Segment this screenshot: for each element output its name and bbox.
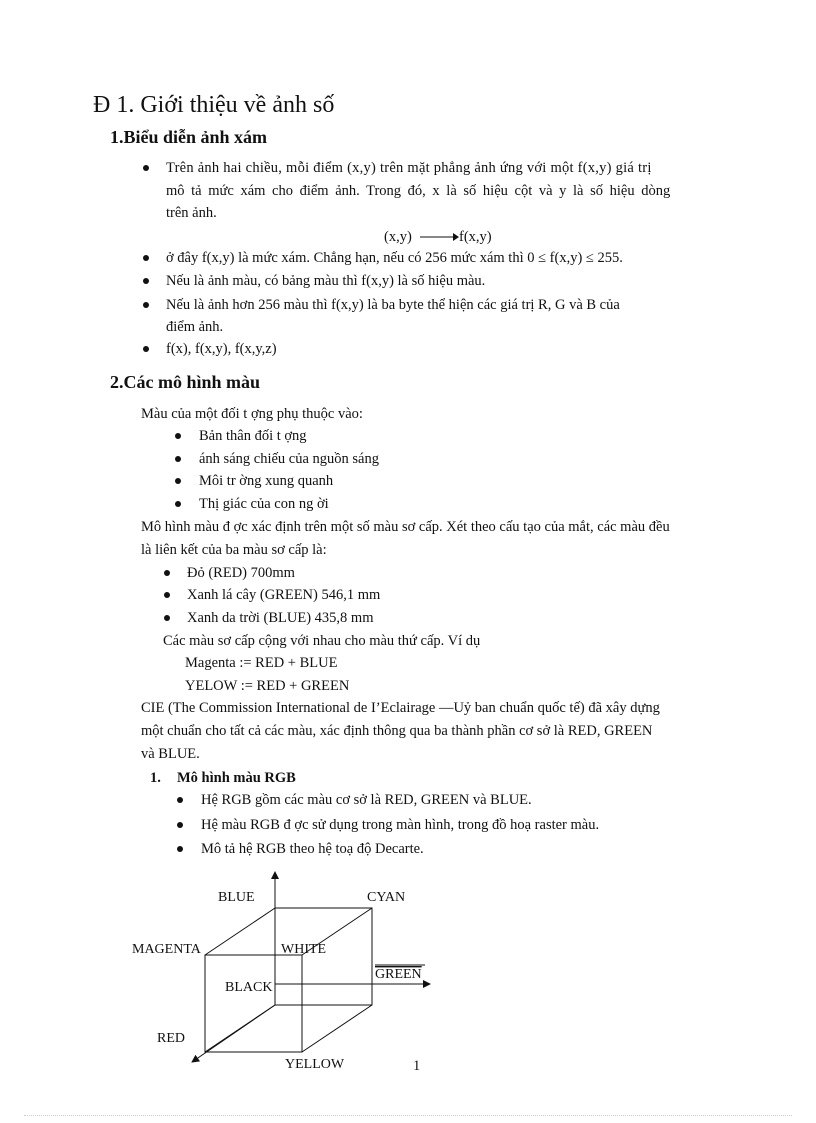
rgb-bullet: Hệ RGB gồm các màu cơ sở là RED, GREEN và BLUE. bbox=[201, 792, 532, 808]
bullet1-line3: trên ảnh. bbox=[166, 205, 217, 221]
color-model-para-line1: Mô hình màu đ ợc xác định trên một số màu sơ cấp. Xét theo cấu tạo của mắt, các màu đều bbox=[141, 519, 670, 535]
primary-color-item: Xanh lá cây (GREEN) 546,1 mm bbox=[187, 587, 381, 603]
bullet4-line1: Nếu là ảnh hơn 256 màu thì f(x,y) là ba byte thể hiện các giá trị R, G và B của bbox=[166, 297, 620, 313]
label-cyan: CYAN bbox=[367, 890, 406, 905]
label-green: GREEN bbox=[375, 967, 422, 982]
example-magenta: Magenta := RED + BLUE bbox=[185, 655, 338, 671]
factor-item: ánh sáng chiếu của nguồn sáng bbox=[199, 451, 379, 467]
bullet2-text: ở đây f(x,y) là mức xám. Chẳng hạn, nếu có 256 mức xám thì 0 ≤ f(x,y) ≤ 255. bbox=[166, 250, 623, 266]
label-white: WHITE bbox=[281, 942, 327, 957]
section-heading-grayscale: 1.Biểu diễn ảnh xám bbox=[110, 127, 268, 147]
factor-item: Thị giác của con ng ời bbox=[199, 496, 329, 512]
rgb-heading-number: 1. bbox=[150, 770, 161, 786]
rgb-heading: Mô hình màu RGB bbox=[177, 770, 296, 786]
cie-line2: một chuẩn cho tất cả các màu, xác định thông qua ba thành phần cơ sở là RED, GREEN bbox=[141, 723, 653, 739]
primary-color-item: Đỏ (RED) 700mm bbox=[187, 565, 295, 581]
label-magenta: MAGENTA bbox=[132, 942, 201, 957]
bullet1-line1: Trên ảnh hai chiều, mỗi điểm (x,y) trên mặt phẳng ảnh ứng với một f(x,y) giá trị bbox=[166, 160, 652, 176]
factor-item: Môi tr ờng xung quanh bbox=[199, 473, 334, 489]
bullet5-text: f(x), f(x,y), f(x,y,z) bbox=[166, 341, 277, 357]
cube-edge bbox=[302, 1005, 372, 1052]
color-model-para-line2: là liên kết của ba màu sơ cấp là: bbox=[141, 542, 327, 558]
label-black: BLACK bbox=[225, 980, 273, 995]
bullet4-line2: điểm ảnh. bbox=[166, 319, 224, 335]
cie-line1: CIE (The Commission International de I’Eclairage —Uỷ ban chuẩn quốc tế) đã xây dựng bbox=[141, 700, 660, 716]
rgb-bullet: Mô tả hệ RGB theo hệ toạ độ Decarte. bbox=[201, 841, 424, 857]
mapping-right: f(x,y) bbox=[459, 229, 492, 245]
cube-edge bbox=[205, 908, 275, 955]
cube-front-face bbox=[205, 955, 302, 1052]
color-depends-intro: Màu của một đối t ợng phụ thuộc vào: bbox=[141, 406, 363, 422]
axis-red bbox=[192, 1005, 275, 1062]
primary-color-item: Xanh da trời (BLUE) 435,8 mm bbox=[187, 610, 374, 626]
section-heading-color-models: 2.Các mô hình màu bbox=[110, 372, 261, 392]
label-blue: BLUE bbox=[218, 890, 255, 905]
page-number: 1 bbox=[413, 1058, 421, 1074]
example-yellow: YELOW := RED + GREEN bbox=[185, 678, 350, 694]
mapping-left: (x,y) bbox=[384, 229, 412, 245]
page-bottom-divider bbox=[24, 1115, 792, 1116]
bullet1-line2: mô tả mức xám cho điểm ảnh. Trong đó, x là số hiệu cột và y là số hiệu dòng bbox=[166, 183, 671, 199]
cie-line3: và BLUE. bbox=[141, 746, 200, 762]
bullet3-text: Nếu là ảnh màu, có bảng màu thì f(x,y) là số hiệu màu. bbox=[166, 273, 486, 289]
rgb-bullet: Hệ màu RGB đ ợc sử dụng trong màn hình, trong đồ hoạ raster màu. bbox=[201, 817, 600, 833]
secondary-intro: Các màu sơ cấp cộng với nhau cho màu thứ cấp. Ví dụ bbox=[163, 633, 481, 649]
page-title: Đ 1. Giới thiệu về ảnh số bbox=[93, 92, 335, 118]
label-red: RED bbox=[157, 1031, 185, 1046]
factor-item: Bản thân đối t ợng bbox=[199, 428, 307, 444]
label-yellow: YELLOW bbox=[285, 1057, 345, 1072]
